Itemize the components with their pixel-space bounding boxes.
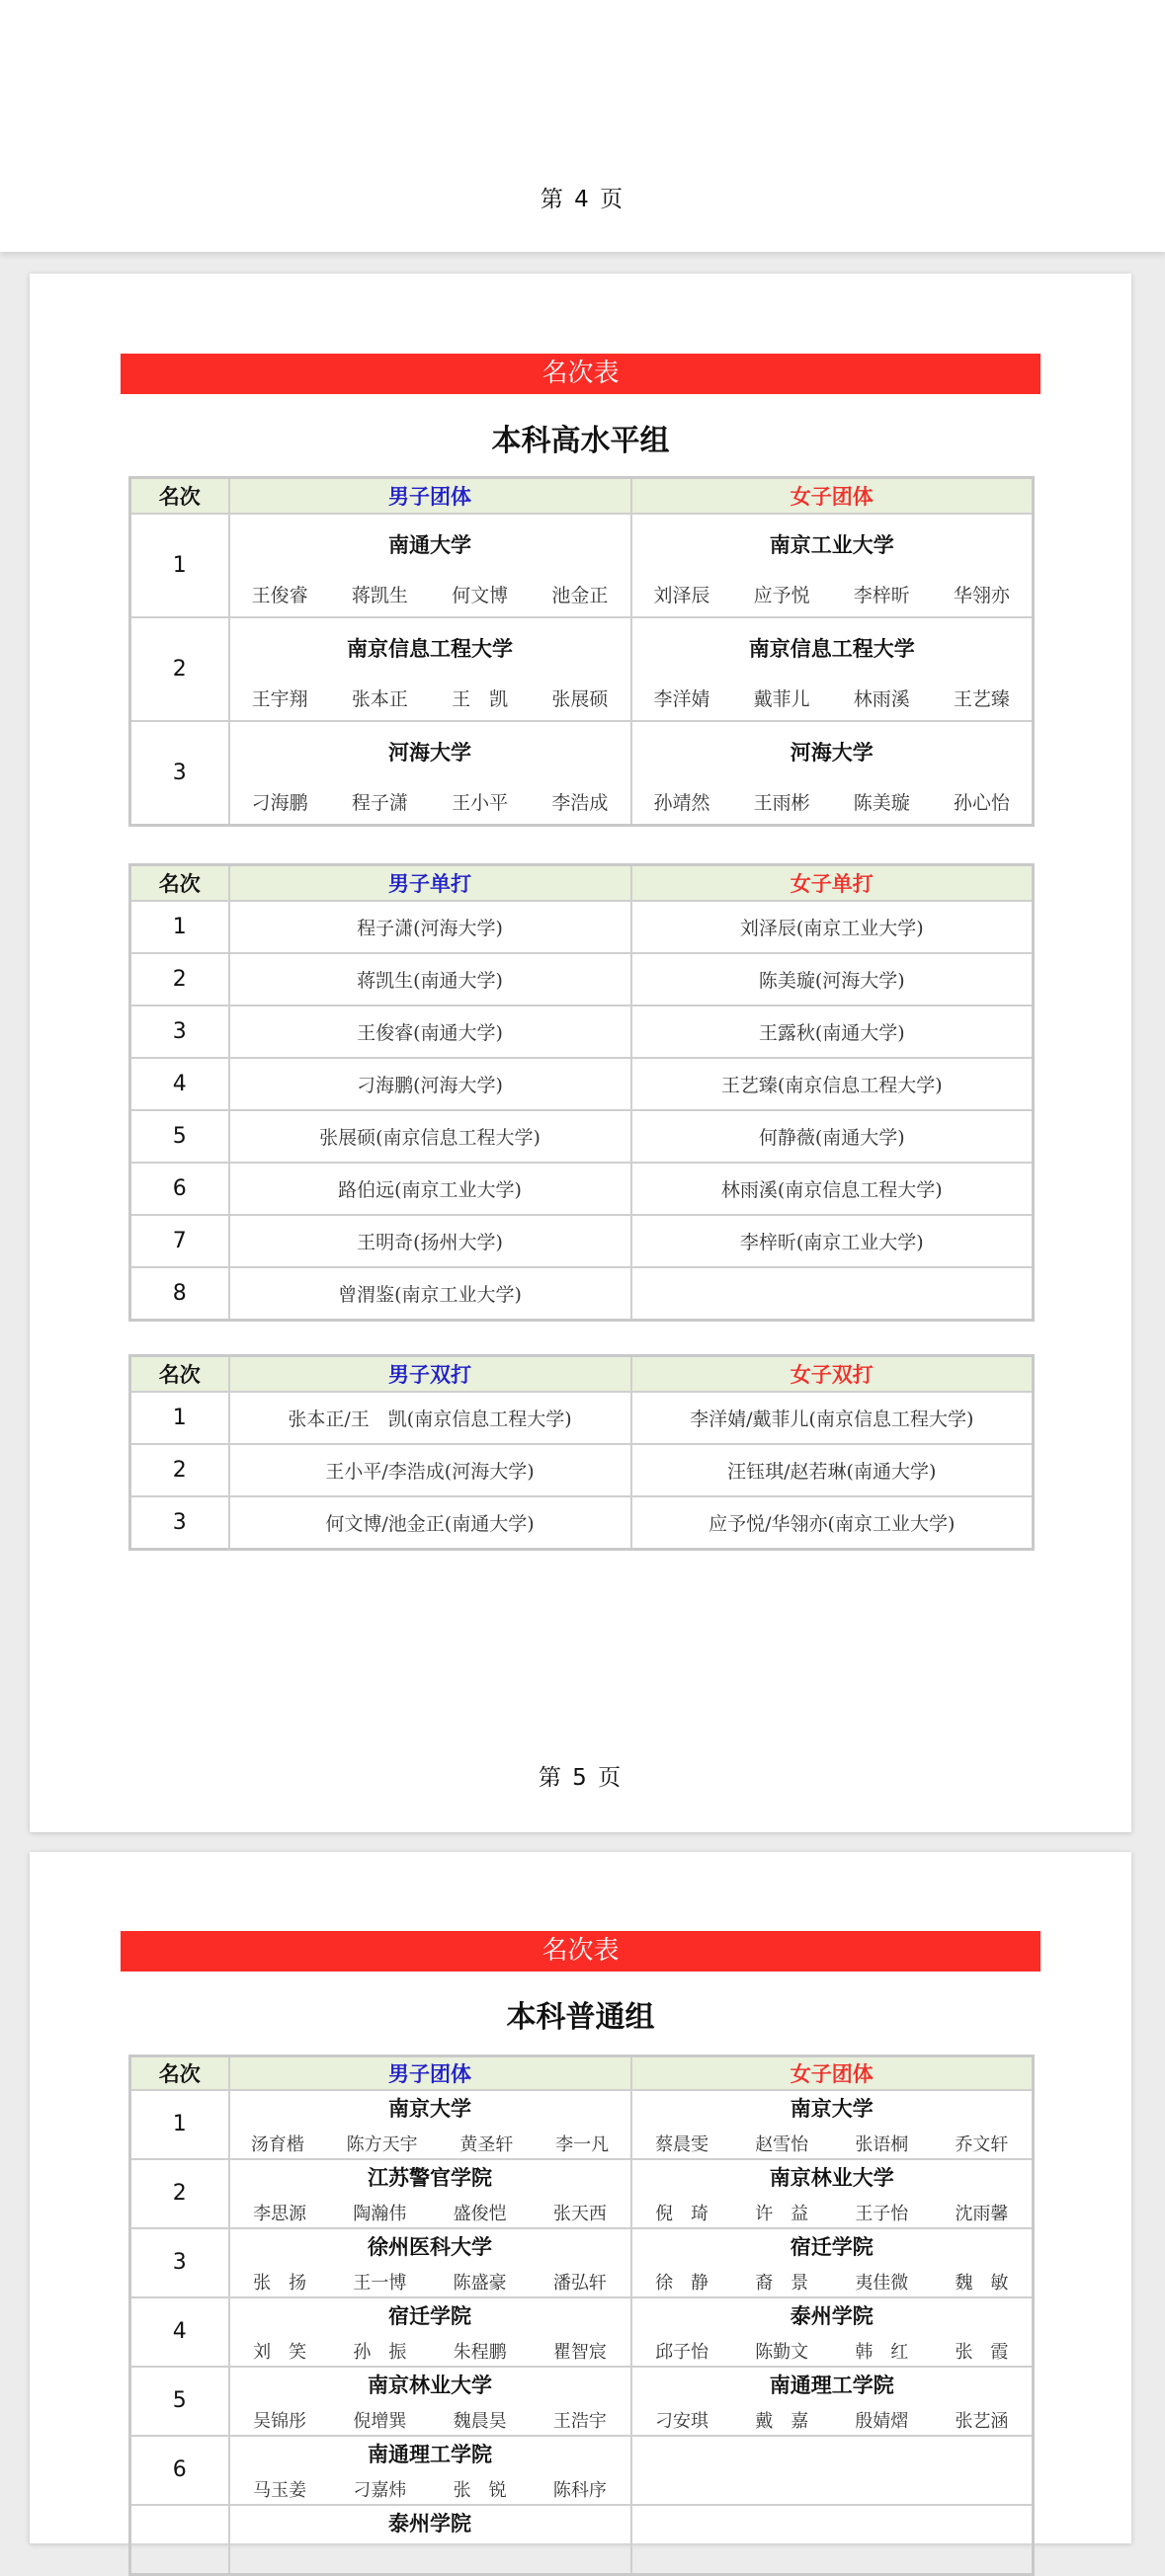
male-team-cell <box>229 514 631 617</box>
male-team-cell <box>229 2159 631 2228</box>
member: 程子潇 <box>351 791 408 814</box>
school-name: 泰州学院 <box>790 2303 874 2328</box>
member: 倪 琦 <box>655 2203 709 2224</box>
female-player-cell: 王露秋(南通大学) <box>631 1006 1034 1058</box>
member: 王宇翔 <box>251 687 308 710</box>
group-title: 本科普通组 <box>506 2000 655 2035</box>
female-team-header: 女子团体 <box>631 2056 1034 2090</box>
member-list <box>632 2200 1033 2225</box>
team-ranking-table <box>128 2054 1035 2576</box>
male-team-cell <box>229 721 631 826</box>
male-player-cell: 蒋凯生(南通大学) <box>229 953 631 1006</box>
member: 张天西 <box>552 2203 607 2224</box>
rank-cell: 4 <box>130 2297 229 2367</box>
school-name: 南通大学 <box>388 532 471 557</box>
member: 盛俊恺 <box>453 2203 507 2224</box>
member: 汤育楷 <box>250 2133 304 2155</box>
female-player-cell: 王艺臻(南京信息工程大学) <box>631 1058 1034 1110</box>
female-player-cell: 何静薇(南通大学) <box>631 1110 1034 1163</box>
member: 夷佳微 <box>855 2272 909 2294</box>
female-team-cell <box>631 514 1034 617</box>
female-team-cell <box>631 2159 1034 2228</box>
female-player-cell <box>631 1267 1034 1321</box>
member: 陶瀚伟 <box>353 2203 407 2224</box>
table-row <box>130 514 1034 617</box>
member: 张语桐 <box>855 2133 909 2155</box>
school-name: 南京信息工程大学 <box>347 636 513 661</box>
member: 瞿智宸 <box>552 2341 607 2363</box>
school-name: 泰州学院 <box>388 2511 471 2536</box>
male-team-header: 男子团体 <box>229 478 631 514</box>
rank-cell: 6 <box>130 2436 229 2505</box>
singles-ranking-table <box>128 863 1035 1322</box>
previous-page <box>0 0 1165 252</box>
male-player-cell: 王俊睿(南通大学) <box>229 1006 631 1058</box>
female-player-cell: 陈美璇(河海大学) <box>631 953 1034 1006</box>
member: 刁安琪 <box>655 2410 709 2432</box>
member: 刘泽辰 <box>653 584 710 606</box>
table-row <box>130 2367 1034 2436</box>
member: 王 凯 <box>452 687 509 710</box>
female-pair-cell: 应予悦/华翎亦(南京工业大学) <box>631 1496 1034 1550</box>
member-list <box>230 2131 630 2156</box>
member: 何文博 <box>452 584 509 606</box>
female-pair-cell: 汪钰琪/赵若琳(南通大学) <box>631 1444 1034 1496</box>
school-name: 河海大学 <box>388 740 471 765</box>
page-number-4: 第 4 页 <box>540 187 625 212</box>
male-team-cell <box>229 2436 631 2505</box>
male-team-cell <box>229 617 631 721</box>
rank-cell: 1 <box>130 2090 229 2159</box>
member-list <box>632 684 1033 711</box>
member-list <box>632 2131 1033 2156</box>
member-list <box>230 2269 630 2294</box>
male-pair-cell: 何文博/池金正(南通大学) <box>229 1496 631 1550</box>
member: 韩 红 <box>855 2341 909 2363</box>
table-header-row <box>130 865 1034 901</box>
table-row <box>130 1496 1034 1550</box>
member: 王一博 <box>353 2272 407 2294</box>
female-team-cell <box>631 617 1034 721</box>
table-row <box>130 953 1034 1006</box>
member: 朱程鹏 <box>453 2341 507 2363</box>
member-list <box>230 2476 630 2502</box>
member: 魏 敏 <box>955 2272 1009 2294</box>
member: 应予悦 <box>753 584 810 606</box>
table-header-row <box>130 2056 1034 2090</box>
male-player-cell: 王明奇(扬州大学) <box>229 1215 631 1267</box>
female-pair-cell: 李洋婧/戴菲儿(南京信息工程大学) <box>631 1392 1034 1444</box>
male-team-cell <box>229 2228 631 2297</box>
member: 华翎亦 <box>953 584 1010 606</box>
female-team-cell <box>631 2228 1034 2297</box>
page-sheet-6 <box>30 1852 1131 2543</box>
male-team-cell <box>229 2297 631 2367</box>
rank-cell <box>130 2505 229 2575</box>
table-header-row <box>130 478 1034 514</box>
member-list <box>632 2407 1033 2433</box>
member: 蔡晨雯 <box>655 2133 709 2155</box>
rank-cell: 3 <box>130 721 229 826</box>
member: 蒋凯生 <box>351 584 408 606</box>
rank-cell: 2 <box>130 1444 229 1496</box>
member-list <box>230 684 630 711</box>
male-player-cell: 曾渭鉴(南京工业大学) <box>229 1267 631 1321</box>
school-name: 徐州医科大学 <box>368 2234 492 2259</box>
page-sheet-5 <box>30 274 1131 1832</box>
table-row <box>130 1006 1034 1058</box>
female-singles-header: 女子单打 <box>631 865 1034 901</box>
member: 王浩宇 <box>552 2410 607 2432</box>
member: 孙 振 <box>353 2341 407 2363</box>
member: 李思源 <box>253 2203 307 2224</box>
member: 孙靖然 <box>653 791 710 814</box>
female-player-cell: 林雨溪(南京信息工程大学) <box>631 1163 1034 1215</box>
male-pair-cell: 王小平/李浩成(河海大学) <box>229 1444 631 1496</box>
member: 刘 笑 <box>253 2341 307 2363</box>
rank-header: 名次 <box>130 478 229 514</box>
table-row <box>130 721 1034 826</box>
rank-cell: 1 <box>130 901 229 953</box>
table-row <box>130 1058 1034 1110</box>
male-team-cell <box>229 2505 631 2575</box>
member: 张 扬 <box>253 2272 307 2294</box>
member: 刁海鹏 <box>251 791 308 814</box>
member: 乔文轩 <box>955 2133 1009 2155</box>
ranking-banner: 名次表 <box>121 1931 1040 1972</box>
female-team-cell <box>631 721 1034 826</box>
table-row <box>130 2436 1034 2505</box>
female-player-cell: 刘泽辰(南京工业大学) <box>631 901 1034 953</box>
female-team-header: 女子团体 <box>631 478 1034 514</box>
member: 黄圣轩 <box>459 2133 514 2155</box>
male-doubles-header: 男子双打 <box>229 1356 631 1392</box>
rank-cell: 8 <box>130 1267 229 1321</box>
male-team-header: 男子团体 <box>229 2056 631 2090</box>
member: 张 锐 <box>453 2479 507 2501</box>
school-name: 南京林业大学 <box>769 2165 894 2190</box>
member: 马玉姜 <box>253 2479 307 2501</box>
school-name: 南通理工学院 <box>769 2373 894 2397</box>
male-player-cell: 刁海鹏(河海大学) <box>229 1058 631 1110</box>
group-title: 本科高水平组 <box>491 424 670 458</box>
rank-cell: 1 <box>130 514 229 617</box>
member: 陈勤文 <box>755 2341 809 2363</box>
school-name: 南京大学 <box>388 2096 471 2121</box>
member: 陈美璇 <box>853 791 910 814</box>
member: 潘弘轩 <box>552 2272 607 2294</box>
male-player-cell: 路伯远(南京工业大学) <box>229 1163 631 1215</box>
rank-cell: 2 <box>130 617 229 721</box>
male-player-cell: 张展硕(南京信息工程大学) <box>229 1110 631 1163</box>
school-name: 河海大学 <box>790 740 874 765</box>
female-team-cell <box>631 2436 1034 2505</box>
school-name: 南京林业大学 <box>368 2373 492 2397</box>
school-name: 江苏警官学院 <box>368 2165 492 2190</box>
rank-cell: 5 <box>130 2367 229 2436</box>
table-row <box>130 2090 1034 2159</box>
rank-header: 名次 <box>130 1356 229 1392</box>
member: 李洋婧 <box>653 687 710 710</box>
member-list <box>632 581 1033 607</box>
male-team-cell <box>229 2090 631 2159</box>
table-header-row <box>130 1356 1034 1392</box>
rank-cell: 6 <box>130 1163 229 1215</box>
table-row <box>130 1444 1034 1496</box>
member: 王小平 <box>452 791 509 814</box>
female-doubles-header: 女子双打 <box>631 1356 1034 1392</box>
member: 池金正 <box>551 584 609 606</box>
member: 王子怡 <box>855 2203 909 2224</box>
male-team-cell <box>229 2367 631 2436</box>
table-row <box>130 1215 1034 1267</box>
member: 李浩成 <box>551 791 609 814</box>
team-ranking-table <box>128 476 1035 827</box>
member-list <box>230 2200 630 2225</box>
school-name: 南通理工学院 <box>368 2442 492 2466</box>
member-list <box>230 581 630 607</box>
member: 倪增巽 <box>353 2410 407 2432</box>
member: 徐 静 <box>655 2272 709 2294</box>
member: 李一凡 <box>555 2133 610 2155</box>
table-row <box>130 1110 1034 1163</box>
table-row <box>130 901 1034 953</box>
member: 张 霞 <box>955 2341 1009 2363</box>
rank-cell: 3 <box>130 1496 229 1550</box>
rank-cell: 3 <box>130 2228 229 2297</box>
table-row <box>130 1163 1034 1215</box>
member: 张艺涵 <box>955 2410 1009 2432</box>
member: 赵雪怡 <box>755 2133 809 2155</box>
member: 王雨彬 <box>753 791 810 814</box>
female-team-cell <box>631 2297 1034 2367</box>
member: 许 益 <box>755 2203 809 2224</box>
member: 魏晨昊 <box>453 2410 507 2432</box>
member: 戴菲儿 <box>753 687 810 710</box>
table-row <box>130 1392 1034 1444</box>
table-row <box>130 2228 1034 2297</box>
member: 李梓昕 <box>853 584 910 606</box>
member: 殷婧熠 <box>855 2410 909 2432</box>
member: 林雨溪 <box>853 687 910 710</box>
school-name: 宿迁学院 <box>388 2303 471 2328</box>
member: 戴 嘉 <box>755 2410 809 2432</box>
member: 沈雨馨 <box>955 2203 1009 2224</box>
rank-cell: 2 <box>130 2159 229 2228</box>
member-list <box>230 2407 630 2433</box>
doubles-ranking-table <box>128 1354 1035 1551</box>
member-list <box>230 788 630 815</box>
member: 孙心怡 <box>953 791 1010 814</box>
member-list <box>632 788 1033 815</box>
rank-cell: 7 <box>130 1215 229 1267</box>
school-name: 宿迁学院 <box>790 2234 874 2259</box>
table-row <box>130 2159 1034 2228</box>
rank-cell: 2 <box>130 953 229 1006</box>
table-row <box>130 2297 1034 2367</box>
member: 张展硕 <box>551 687 609 710</box>
rank-header: 名次 <box>130 865 229 901</box>
member: 吴锦彤 <box>253 2410 307 2432</box>
member: 陈盛豪 <box>453 2272 507 2294</box>
school-name: 南京信息工程大学 <box>748 636 915 661</box>
member: 王俊睿 <box>251 584 308 606</box>
member: 陈科序 <box>552 2479 607 2501</box>
member: 陈方天宇 <box>346 2133 418 2155</box>
member: 邱子怡 <box>655 2341 709 2363</box>
male-player-cell: 程子潇(河海大学) <box>229 901 631 953</box>
table-row <box>130 1267 1034 1321</box>
member: 裔 景 <box>755 2272 809 2294</box>
female-team-cell <box>631 2367 1034 2436</box>
school-name: 南京大学 <box>790 2096 874 2121</box>
rank-cell: 3 <box>130 1006 229 1058</box>
page-number-5: 第 5 页 <box>538 1765 624 1791</box>
school-name: 南京工业大学 <box>769 532 894 557</box>
table-row <box>130 2505 1034 2575</box>
female-player-cell: 李梓昕(南京工业大学) <box>631 1215 1034 1267</box>
member-list <box>632 2269 1033 2294</box>
member: 王艺臻 <box>953 687 1010 710</box>
rank-header: 名次 <box>130 2056 229 2090</box>
rank-cell: 1 <box>130 1392 229 1444</box>
rank-cell: 5 <box>130 1110 229 1163</box>
member-list <box>230 2338 630 2364</box>
member: 张本正 <box>351 687 408 710</box>
table-row <box>130 617 1034 721</box>
member: 刁嘉炜 <box>353 2479 407 2501</box>
rank-cell: 4 <box>130 1058 229 1110</box>
ranking-banner: 名次表 <box>121 354 1040 394</box>
male-singles-header: 男子单打 <box>229 865 631 901</box>
member-list <box>632 2338 1033 2364</box>
female-team-cell <box>631 2090 1034 2159</box>
female-team-cell <box>631 2505 1034 2575</box>
male-pair-cell: 张本正/王 凯(南京信息工程大学) <box>229 1392 631 1444</box>
